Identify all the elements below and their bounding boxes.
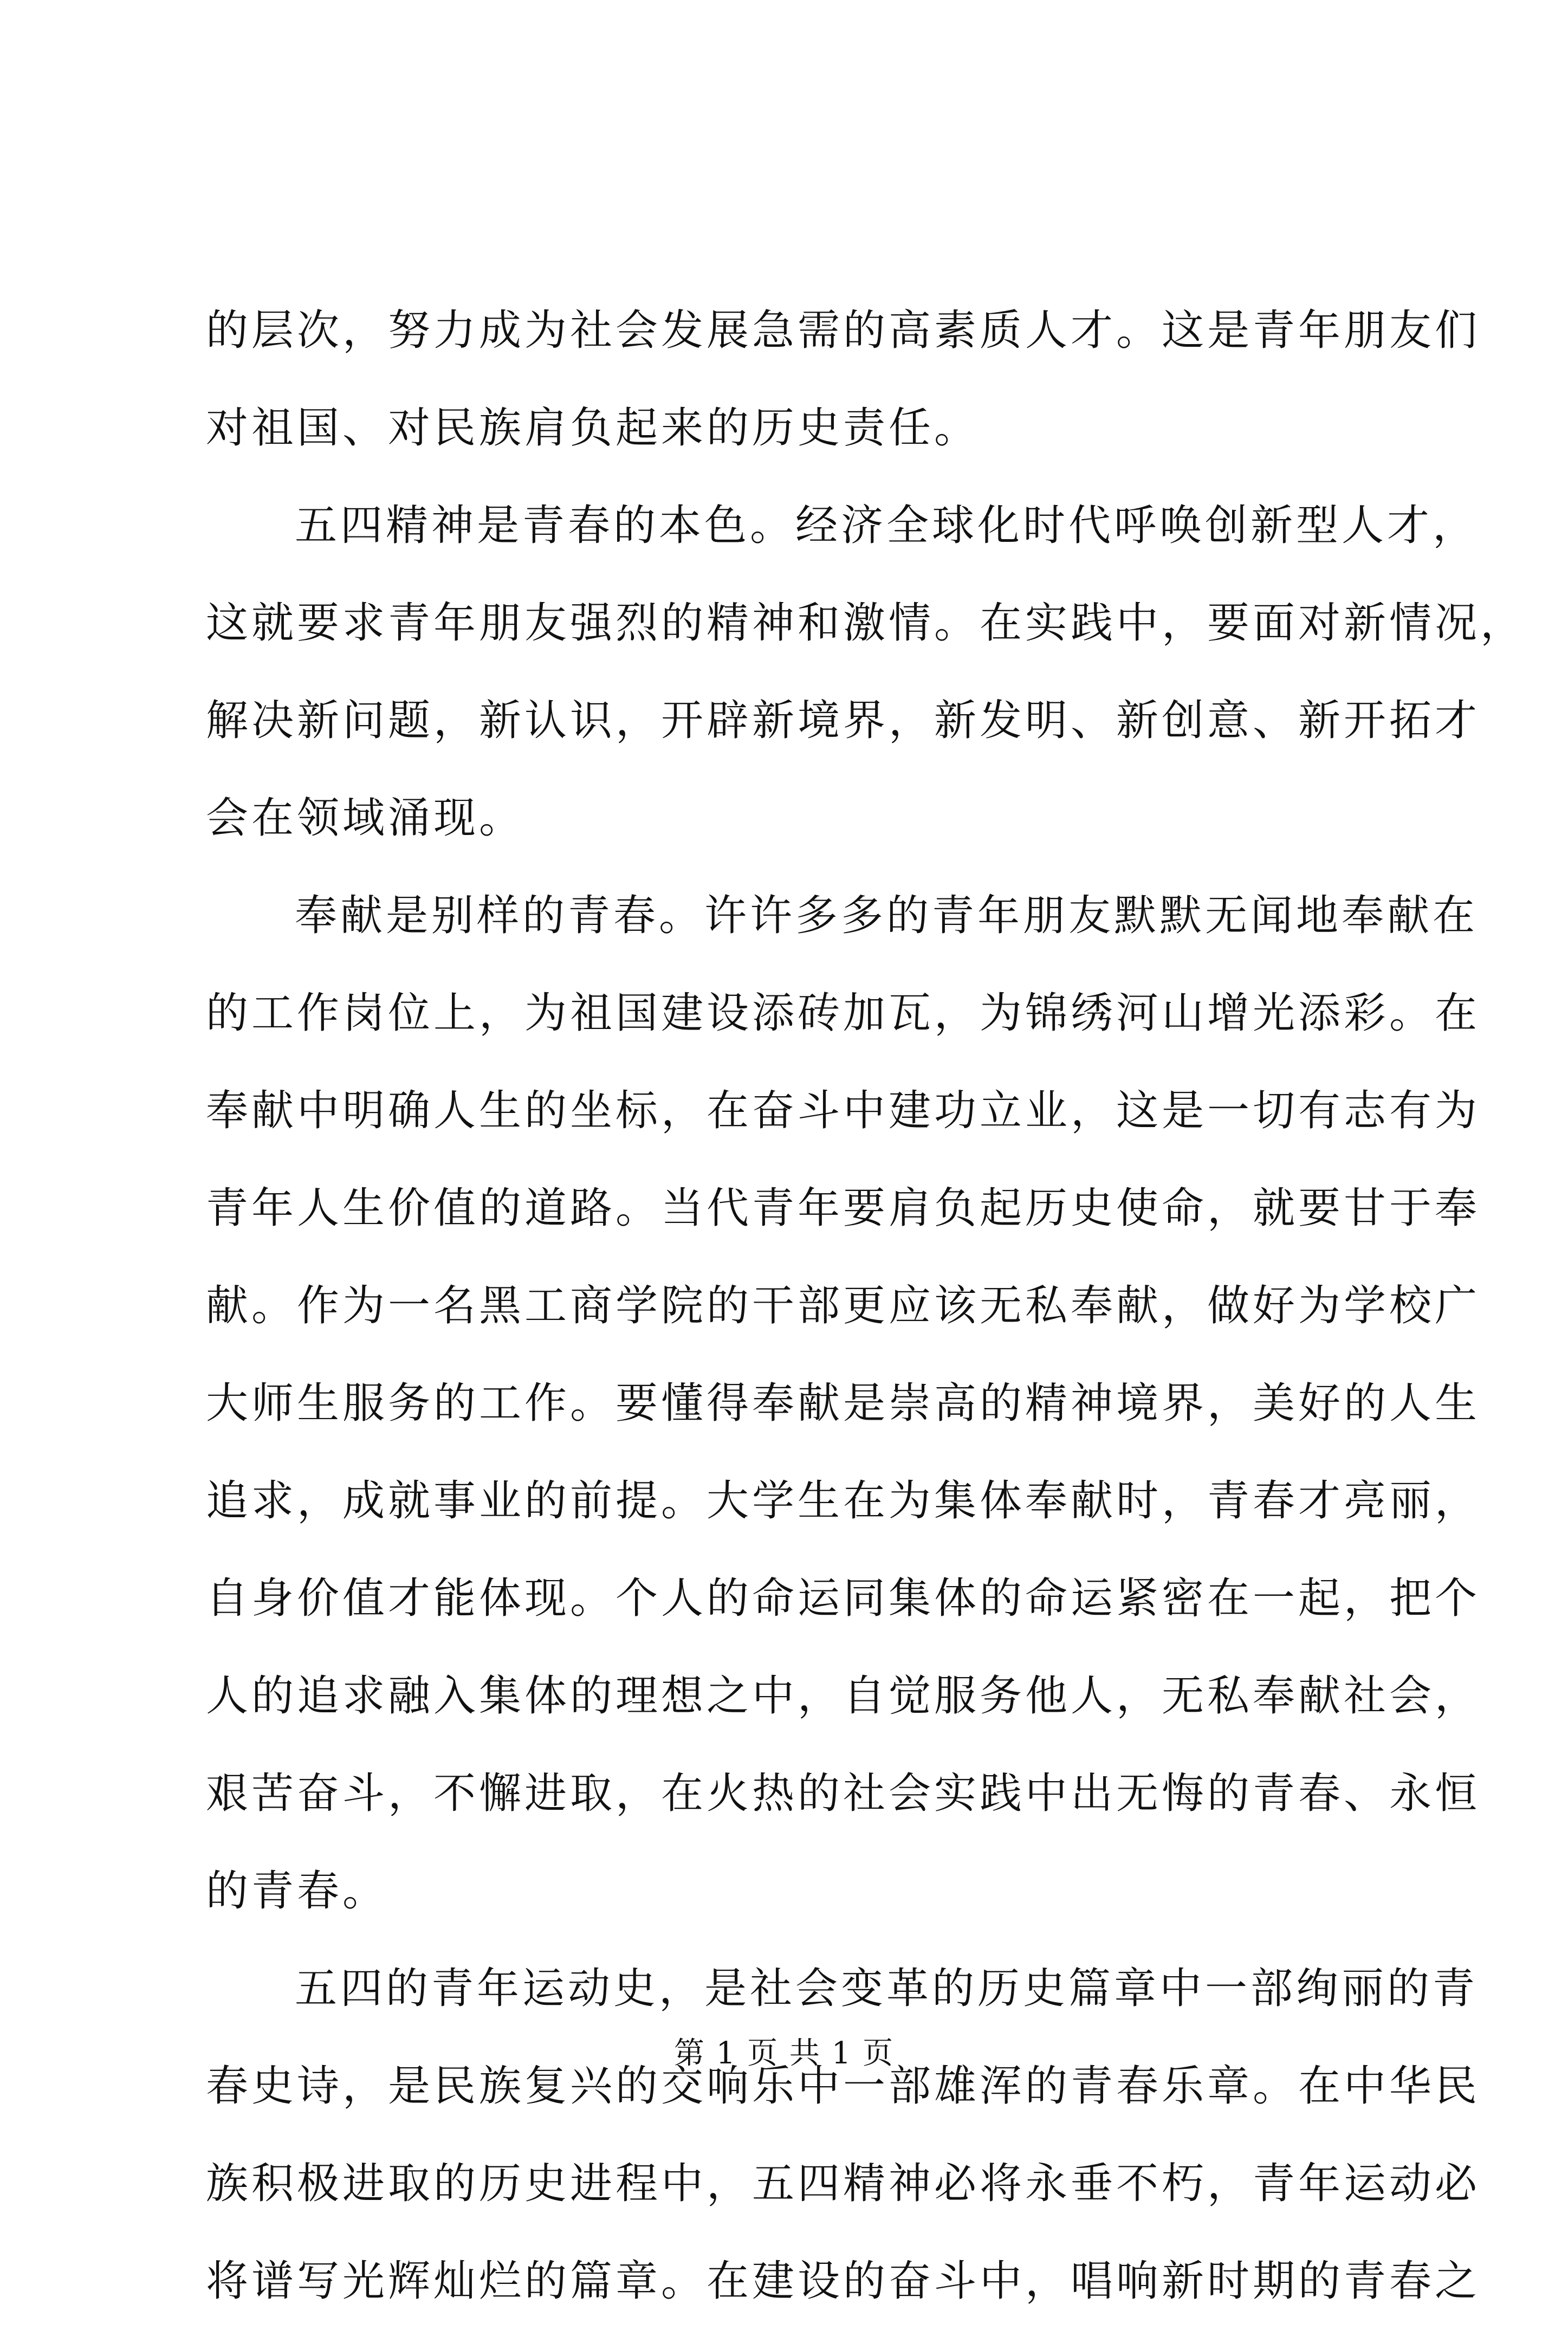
text-line: 献。作为一名黑工商学院的干部更应该无私奉献，做好为学校广 bbox=[206, 1282, 1481, 1330]
text-line: 族积极进取的历史进程中，五四精神必将永垂不朽，青年运动必 bbox=[206, 2159, 1481, 2208]
text-line: 的工作岗位上，为祖国建设添砖加瓦，为锦绣河山增光添彩。在 bbox=[206, 989, 1481, 1038]
text-line: 奉献中明确人生的坐标，在奋斗中建功立业，这是一切有志有为 bbox=[206, 1086, 1481, 1135]
text-line: 春史诗，是民族复兴的交响乐中一部雄浑的青春乐章。在中华民 bbox=[206, 2062, 1481, 2111]
text-line: 人的追求融入集体的理想之中，自觉服务他人，无私奉献社会， bbox=[206, 1672, 1481, 1720]
text-line: 的层次，努力成为社会发展急需的高素质人才。这是青年朋友们 bbox=[206, 306, 1481, 355]
text-line: 大师生服务的工作。要懂得奉献是崇高的精神境界，美好的人生 bbox=[206, 1379, 1481, 1428]
document-body bbox=[206, 282, 1526, 2330]
text-line: 将谱写光辉灿烂的篇章。在建设的奋斗中，唱响新时期的青春之 bbox=[206, 2257, 1481, 2306]
text-line: 这就要求青年朋友强烈的精神和激情。在实践中，要面对新情况， bbox=[206, 599, 1526, 648]
text-line: 解决新问题，新认识，开辟新境界，新发明、新创意、新开拓才 bbox=[206, 696, 1481, 745]
page-footer: 第 1 页 共 1 页 bbox=[673, 2036, 895, 2071]
text-line: 追求，成就事业的前提。大学生在为集体奉献时，青春才亮丽， bbox=[206, 1477, 1481, 1525]
text-line: 会在领域涌现。 bbox=[206, 794, 525, 843]
text-line: 自身价值才能体现。个人的命运同集体的命运紧密在一起，把个 bbox=[206, 1574, 1481, 1623]
text-line: 奉献是别样的青春。许许多多的青年朋友默默无闻地奉献在 bbox=[295, 891, 1479, 940]
text-line: 对祖国、对民族肩负起来的历史责任。 bbox=[206, 404, 980, 452]
text-line: 艰苦奋斗，不懈进取，在火热的社会实践中出无悔的青春、永恒 bbox=[206, 1769, 1481, 1818]
text-line: 青年人生价值的道路。当代青年要肩负起历史使命，就要甘于奉 bbox=[206, 1184, 1481, 1233]
text-line: 的青春。 bbox=[206, 1867, 388, 1915]
text-line: 五四精神是青春的本色。经济全球化时代呼唤创新型人才， bbox=[295, 501, 1479, 550]
text-line: 五四的青年运动史，是社会变革的历史篇章中一部绚丽的青 bbox=[295, 1964, 1479, 2013]
